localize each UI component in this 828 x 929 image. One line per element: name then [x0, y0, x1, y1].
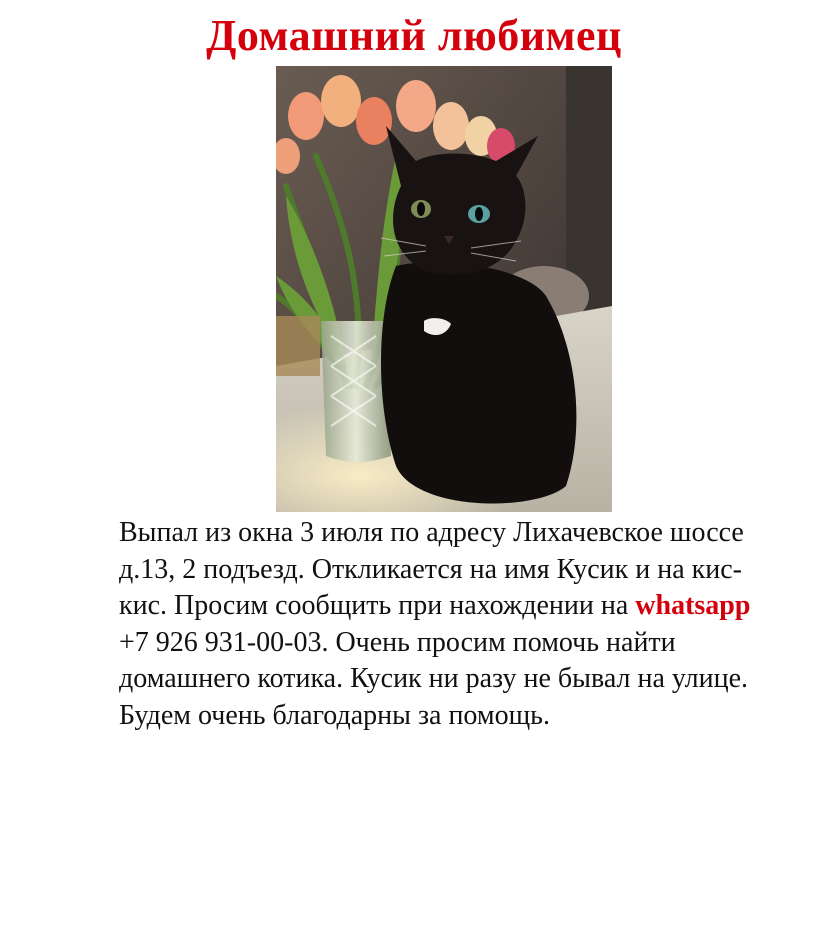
- poster-body-text: [119, 515, 779, 734]
- poster-title: Домашний любимец: [206, 11, 622, 60]
- whatsapp-label: whatsapp: [635, 590, 751, 621]
- cat-photo: [276, 66, 612, 512]
- body-text-part1: Выпал из окна 3 июля по адресу Лихачевское шоссе д.13, 2 подъезд. Откликается на имя Кусик и на кис-кис. Просим сообщить при нахождении на: [119, 517, 744, 621]
- body-text-part2: +7 926 931-00-03. Очень просим помочь найти домашнего котика. Кусик ни разу не бывал на улице. Будем очень благодарны за помощь.: [119, 626, 749, 731]
- black-cat-with-tulips-photo: [276, 66, 612, 512]
